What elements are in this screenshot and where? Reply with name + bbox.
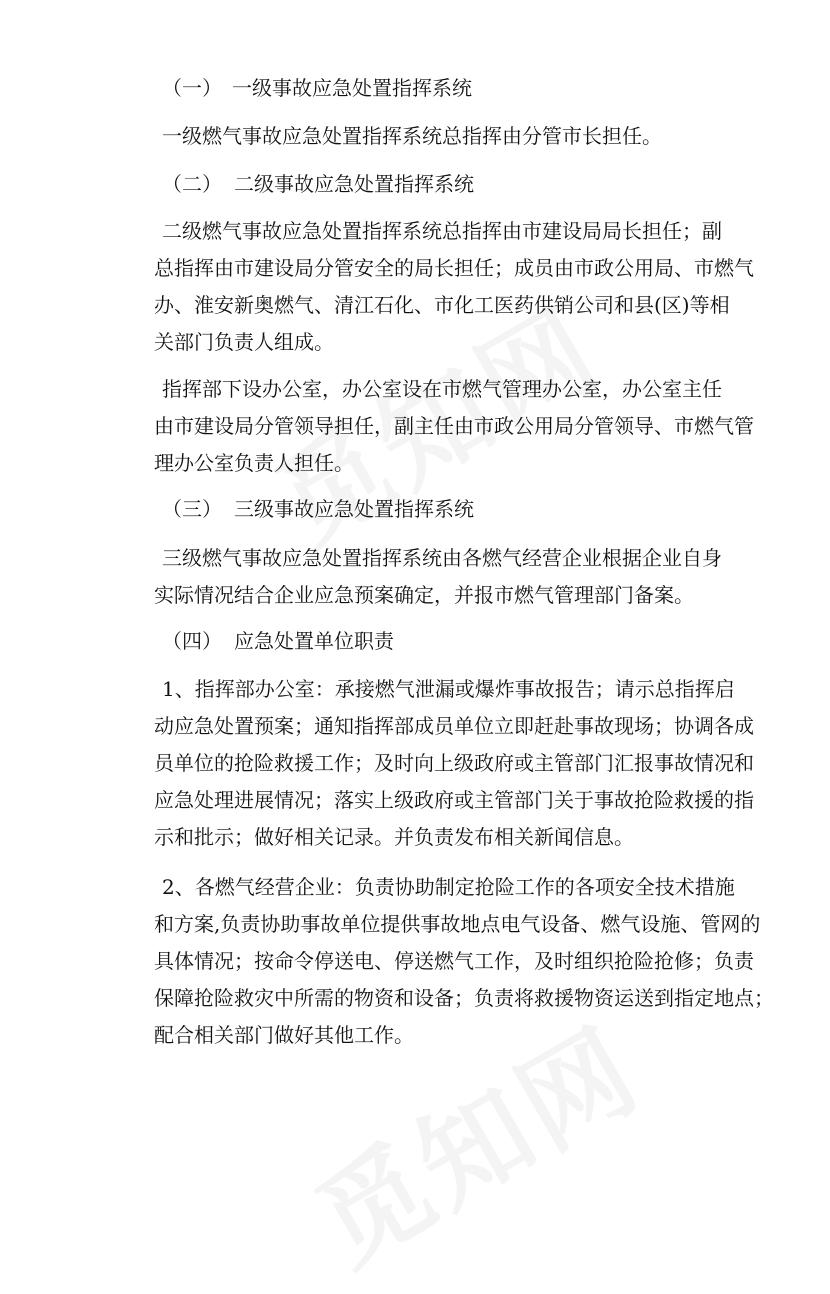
paragraph-line: 关部门负责人组成。 bbox=[154, 330, 334, 354]
section-title: 三级事故应急处置指挥系统 bbox=[234, 497, 474, 521]
paragraph-line: 二级燃气事故应急处置指挥系统总指挥由市建设局局长担任；副 bbox=[162, 219, 722, 243]
section-number: （二） bbox=[162, 172, 222, 196]
paragraph-line: 办、淮安新奥燃气、清江石化、市化工医药供销公司和县(区)等相 bbox=[154, 293, 730, 317]
section-title: 应急处置单位职责 bbox=[234, 629, 394, 653]
paragraph-line: 员单位的抢险救援工作；及时向上级政府或主管部门汇报事故情况和 bbox=[154, 751, 754, 775]
paragraph-line: 指挥部下设办公室，办公室设在市燃气管理办公室，办公室主任 bbox=[162, 377, 722, 401]
paragraph-line: 由市建设局分管领导担任，副主任由市政公用局分管领导、市燃气管 bbox=[154, 414, 754, 438]
paragraph-line: 示和批示；做好相关记录。并负责发布相关新闻信息。 bbox=[154, 825, 634, 849]
section-number: （三） bbox=[162, 497, 222, 521]
paragraph-line: 总指挥由市建设局分管安全的局长担任；成员由市政公用局、市燃气 bbox=[154, 256, 754, 280]
paragraph-line: 保障抢险救灾中所需的物资和设备；负责将救援物资运送到指定地点； bbox=[154, 986, 774, 1010]
section-number: （四） bbox=[162, 629, 222, 653]
paragraph-line: 理办公室负责人担任。 bbox=[154, 451, 354, 475]
paragraph-line: 具体情况；按命令停送电、停送燃气工作，及时组织抢险抢修；负责 bbox=[154, 949, 754, 973]
section-number: （一） bbox=[162, 76, 222, 100]
paragraph-line: 1、指挥部办公室：承接燃气泄漏或爆炸事故报告；请示总指挥启 bbox=[162, 677, 735, 701]
paragraph-line: 和方案,负责协助事故单位提供事故地点电气设备、燃气设施、管网的 bbox=[154, 912, 761, 936]
paragraph-line: 实际情况结合企业应急预案确定，并报市燃气管理部门备案。 bbox=[154, 583, 694, 607]
paragraph-line: 三级燃气事故应急处置指挥系统由各燃气经营企业根据企业自身 bbox=[162, 546, 722, 570]
section-title: 二级事故应急处置指挥系统 bbox=[234, 172, 474, 196]
section-title: 一级事故应急处置指挥系统 bbox=[232, 76, 472, 100]
paragraph-line: 一级燃气事故应急处置指挥系统总指挥由分管市长担任。 bbox=[162, 124, 662, 148]
paragraph-line: 应急处理进展情况；落实上级政府或主管部门关于事故抢险救援的指 bbox=[154, 788, 754, 812]
paragraph-line: 动应急处置预案；通知指挥部成员单位立即赶赴事故现场；协调各成 bbox=[154, 714, 754, 738]
paragraph-line: 2、各燃气经营企业：负责协助制定抢险工作的各项安全技术措施 bbox=[162, 875, 735, 899]
paragraph-line: 配合相关部门做好其他工作。 bbox=[154, 1023, 414, 1047]
